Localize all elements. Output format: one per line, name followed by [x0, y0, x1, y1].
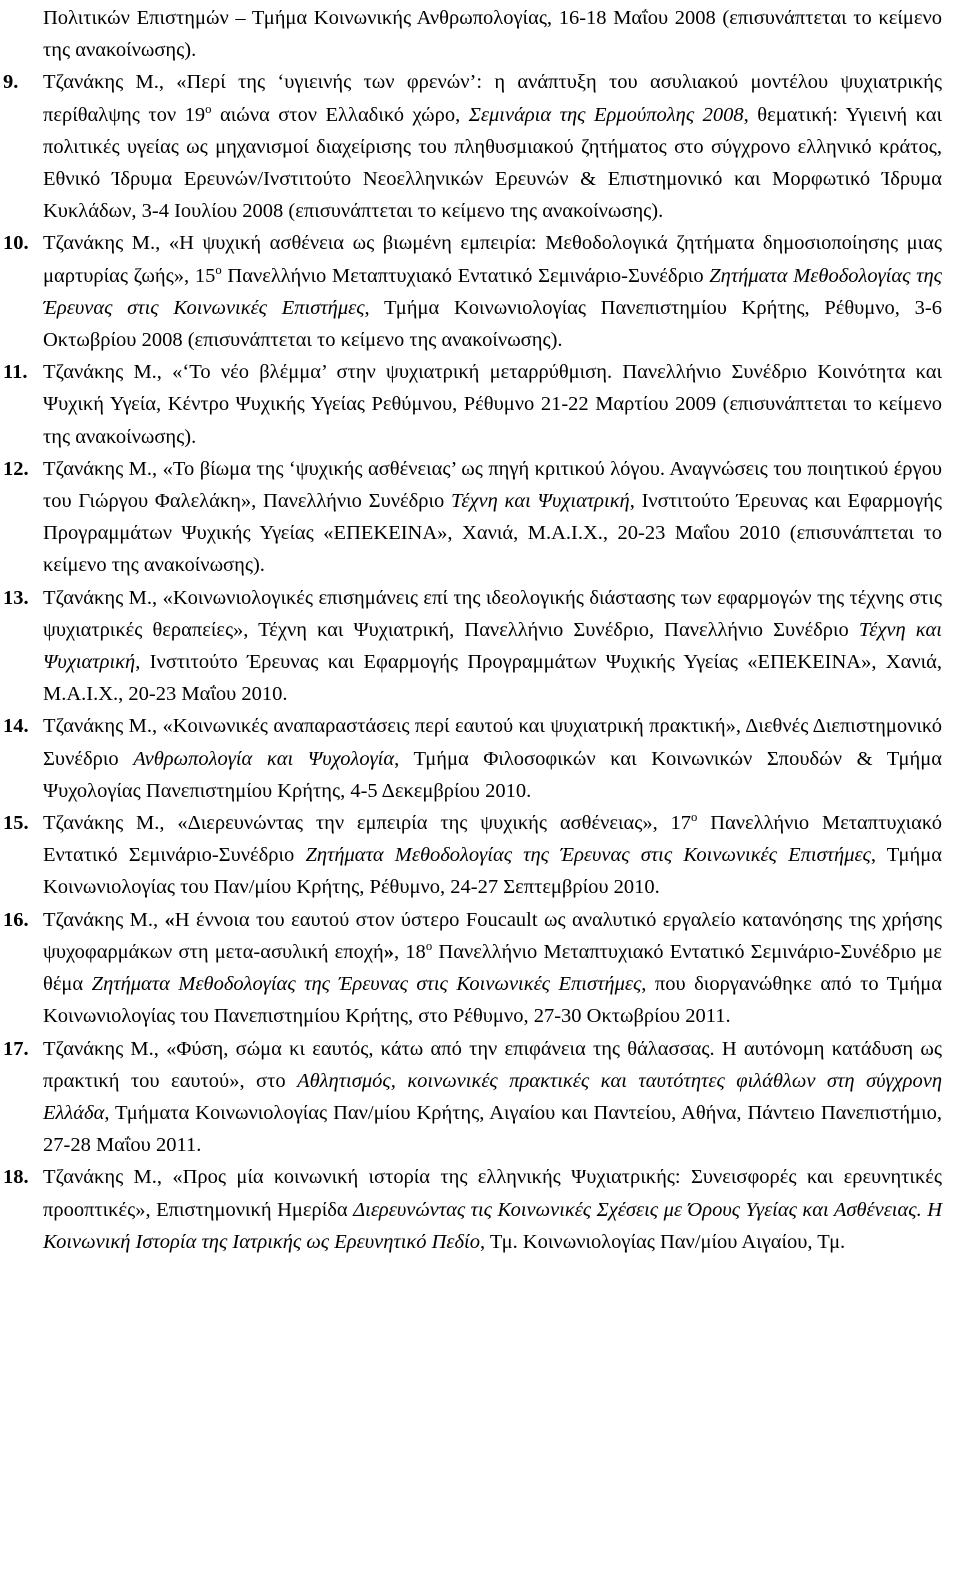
- entry-number: 11.: [3, 361, 28, 384]
- text-segment: Τζανάκης Μ., «Το βίωμα της ‘ψυχικής ασθένειας’ ως πηγή κριτικού λόγου. Αναγνώσεις του ποιητικού έργου του Γιώργου Φαλελάκη», Πανελλήνιο Συνέδριο: [43, 457, 942, 513]
- text-segment: , Τμήμα Κοινωνιολογίας Πανεπιστημίου Κρήτης, Ρέθυμνο, 3-6 Οκτωβρίου 2008 (επισυνάπτεται το κείμενο της ανακοίνωσης).: [43, 296, 942, 352]
- text-segment: , 18: [393, 940, 426, 963]
- italic-text: Διερευνώντας τις Κοινωνικές Σχέσεις με Όρους Υγείας και Ασθένειας. Η Κοινωνική Ιστορία της Ιατρικής ως Ερευνητικό Πεδίο: [43, 1198, 942, 1253]
- text-segment: , που διοργανώθηκε από το Τμήμα Κοινωνιολογίας του Πανεπιστημίου Κρήτης, στο Ρέθυμνο, 27-30 Οκτωβρίου 2011.: [43, 973, 942, 1028]
- text-segment: Τζανάκης Μ., «Φύση, σώμα κι εαυτός, κάτω από την επιφάνεια της θάλασσας. Η αυτόνομη κατάδυση ως πρακτική του εαυτού», στο: [43, 1037, 942, 1092]
- entry-number: 9.: [3, 71, 19, 94]
- text-segment: αιώνα στον Ελλαδικό χώρο,: [211, 103, 469, 126]
- text-segment: , Ινστιτούτο Έρευνας και Εφαρμογής Προγραμμάτων Ψυχικής Υγείας «ΕΠΕΚΕΙΝΑ», Χανιά, Μ.Α.Ι.Χ., 20-23 Μαΐου 2010 (επισυνάπτεται το κείμενο της ανακοίνωσης).: [43, 490, 943, 577]
- bibliography-entry: [3, 227, 942, 356]
- text-segment: Τζανάκης Μ., «‘Το νέο βλέμμα’ στην ψυχιατρική μεταρρύθμιση. Πανελλήνιο Συνέδριο Κοινότητα και Ψυχική Υγεία, Κέντρο Ψυχικής Υγείας Ρεθύμνου, Ρέθυμνο 21-22 Μαρτίου 2009 (επισυνάπτεται το κείμενο της ανακοίνωσης).: [43, 361, 942, 448]
- text-segment: Τζανάκης Μ.,: [43, 908, 165, 931]
- intro-text: [43, 2, 942, 66]
- italic-text: Ανθρωπολογία και Ψυχολογία: [133, 747, 395, 770]
- text-segment: Τζανάκης Μ., «Περί της ‘υγιεινής των φρενών’: η ανάπτυξη του ασυλιακού μοντέλου ψυχιατρικής περίθαλψης τον 19: [43, 71, 942, 126]
- text-segment: , Ινστιτούτο Έρευνας και Εφαρμογής Προγραμμάτων Ψυχικής Υγείας «ΕΠΕΚΕΙΝΑ», Χανιά, Μ.Α.Ι.Χ., 20-23 Μαΐου 2010.: [43, 651, 942, 706]
- text-segment: Πανελλήνιο Μεταπτυχιακό Εντατικό Σεμινάριο-Συνέδριο: [43, 812, 943, 867]
- bibliography-entry: [3, 1161, 942, 1258]
- text-segment: Πανελλήνιο Μεταπτυχιακό Εντατικό Σεμινάριο-Συνέδριο: [221, 264, 710, 287]
- italic-text: Αθλητισμός, κοινωνικές πρακτικές και ταυτότητες φιλάθλων στη σύγχρονη Ελλάδα: [43, 1069, 942, 1124]
- text-segment: , Τμ. Κοινωνιολογίας Παν/μίου Αιγαίου, Τμ.: [479, 1230, 846, 1253]
- entry-number: 16.: [3, 908, 29, 931]
- text-segment: Τζανάκης Μ., «Προς μία κοινωνική ιστορία της ελληνικής Ψυχιατρικής: Συνεισφορές και ερευνητικές προοπτικές», Επιστημονική Ημερίδα: [43, 1166, 942, 1221]
- text-segment: Τζανάκης Μ., «Κοινωνιολογικές επισημάνεις επί της ιδεολογικής διάστασης των εφαρμογών της τέχνης στις ψυχιατρικές θεραπείες», Τέχνη και Ψυχιατρική, Πανελλήνιο Συνέδριο, Πανελλήνιο Συνέδριο: [43, 586, 942, 641]
- text-segment: Τζανάκης Μ., «Η ψυχική ασθένεια ως βιωμένη εμπειρία: Μεθοδολογικά ζητήματα δημοσιοποίησης μιας μαρτυρίας ζωής», 15: [43, 232, 942, 287]
- bibliography-list: [3, 66, 943, 1258]
- intro-paragraph: [43, 2, 942, 66]
- entry-number: 14.: [3, 715, 29, 738]
- italic-text: Τέχνη και Ψυχιατρική: [43, 618, 942, 674]
- italic-text: Ζητήματα Μεθοδολογίας της Έρευνας στις Κοινωνικές Επιστήμες: [305, 844, 871, 867]
- text-segment: Πολιτικών Επιστημών – Τμήμα Κοινωνικής Ανθρωπολογίας, 16-18 Μαΐου 2008 (επισυνάπτεται το κείμενο της ανακοίνωσης).: [43, 7, 942, 62]
- text-segment: , Τμήμα Κοινωνιολογίας του Παν/μίου Κρήτης, Ρέθυμνο, 24-27 Σεπτεμβρίου 2010.: [43, 844, 942, 899]
- entry-number: 13.: [3, 586, 29, 609]
- text-segment: , Τμήμα Φιλοσοφικών και Κοινωνικών Σπουδών & Τμήμα Ψυχολογίας Πανεπιστημίου Κρήτης, 4-5 Δεκεμβρίου 2010.: [43, 747, 942, 802]
- text-segment: Η έννοια του εαυτού στον ύστερο Foucault ως αναλυτικό εργαλείο κατανόησης της χρήσης ψυχοφαρμάκων στη μετα-ασυλική εποχή: [43, 908, 943, 963]
- entry-number: 15.: [3, 812, 29, 835]
- superscript-text: ο: [691, 810, 698, 825]
- entry-number: 17.: [3, 1037, 29, 1060]
- bold-text: »: [383, 940, 394, 963]
- superscript-text: ο: [205, 101, 212, 116]
- entry-number: 18.: [3, 1166, 29, 1189]
- bibliography-entry: [3, 66, 942, 227]
- bibliography-entry: [3, 356, 942, 453]
- entry-number: 12.: [3, 457, 29, 480]
- bibliography-entry: [3, 582, 942, 711]
- superscript-text: ο: [425, 939, 433, 954]
- bibliography-entry: [3, 807, 943, 904]
- bibliography-entry: [3, 1033, 942, 1162]
- text-segment: Τζανάκης Μ., «Κοινωνικές αναπαραστάσεις περί εαυτού και ψυχιατρική πρακτική», Διεθνές Διεπιστημονικό Συνέδριο: [43, 715, 942, 770]
- text-segment: , θεματική: Υγιεινή και πολιτικές υγείας ως μηχανισμοί διαχείρισης του πληθυσμιακού ζητήματος στο σύγχρονο ελληνικό κράτος, Εθνικό Ίδρυμα Ερευνών/Ινστιτούτο Νεοελληνικών Ερευνών & Επιστημονικό και Μορφωτικό Ίδρυμα Κυκλάδων, 3-4 Ιουλίου 2008 (επισυνάπτεται το κείμενο της ανακοίνωσης).: [43, 103, 942, 223]
- italic-text: Τέχνη και Ψυχιατρική: [451, 490, 630, 513]
- bibliography-entry: [3, 710, 942, 807]
- italic-text: Ζητήματα Μεθοδολογίας της Έρευνας στις Κοινωνικές Επιστήμες: [91, 973, 642, 996]
- bibliography-entry: [3, 453, 943, 582]
- entry-number: 10.: [3, 232, 29, 255]
- superscript-text: ο: [215, 262, 222, 277]
- text-segment: Πανελλήνιο Μεταπτυχιακό Εντατικό Σεμινάριο-Συνέδριο με θέμα: [43, 940, 943, 996]
- italic-text: Σεμινάρια της Ερμούπολης 2008: [468, 103, 744, 126]
- bibliography-entry: [3, 904, 943, 1033]
- text-segment: Τζανάκης Μ., «Διερευνώντας την εμπειρία της ψυχικής ασθένειας», 17: [43, 812, 692, 835]
- italic-text: Ζητήματα Μεθοδολογίας της Έρευνας στις Κοινωνικές Επιστήμες: [43, 264, 942, 319]
- text-segment: , Τμήματα Κοινωνιολογίας Παν/μίου Κρήτης, Αιγαίου και Παντείου, Αθήνα, Πάντειο Πανεπιστήμιο, 27-28 Μαΐου 2011.: [43, 1101, 942, 1157]
- bold-text: «: [164, 908, 175, 931]
